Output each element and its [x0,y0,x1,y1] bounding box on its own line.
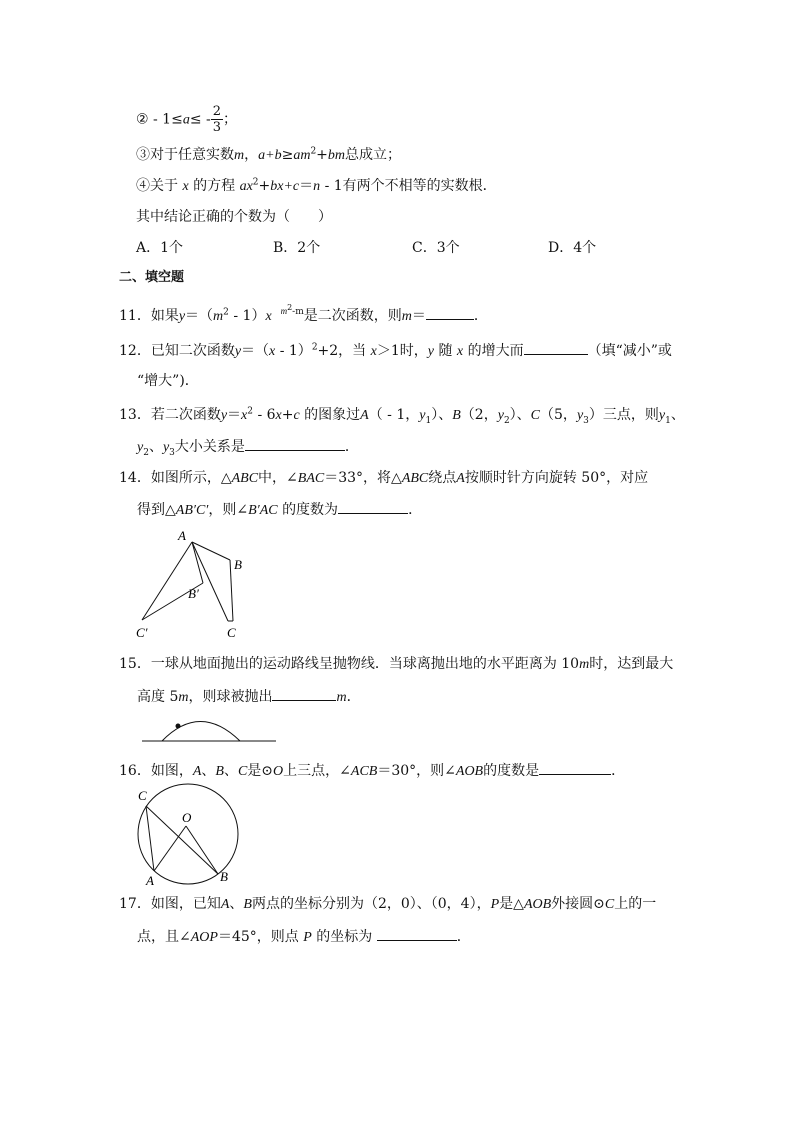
var: y [234,344,242,359]
subscript: 1 [665,415,671,426]
superscript: 2 [311,342,318,353]
var: m [234,148,245,163]
text: 的度数为 [282,502,339,518]
text: 、 [229,896,244,912]
subscript: 3 [583,415,589,426]
option-b: B．2个 [273,240,321,256]
answer-blank[interactable] [539,760,611,775]
option-a: A．1个 [136,240,184,256]
answer-blank[interactable] [426,305,474,320]
text: 15．一球从地面抛出的运动路线呈抛物线．当球离抛出地的水平距离为 10 [119,656,580,672]
text: +2，当 [317,343,367,359]
text: 绕点 [428,470,457,486]
expr: a+b [258,148,282,163]
text: 17．如图，已知 [119,896,221,912]
point-label: A [360,408,369,423]
var: x [275,408,282,423]
question-11 [119,305,488,327]
text: ）、 [509,407,531,423]
rotation-figure [130,528,260,643]
point-label: C [530,408,541,423]
segment-a-cprime [142,542,192,620]
expr: am [293,148,311,163]
expr: bm [327,148,346,163]
text: 的图象过 [304,407,361,423]
prev-conclusion-2 [136,104,237,134]
text: ）三点，则 [588,407,659,423]
label-b: B [220,869,228,884]
point-label: O [273,764,284,779]
fraction-denominator: 3 [212,120,222,135]
answer-blank[interactable] [272,686,336,701]
label-b: B [234,557,242,572]
point-label: P [490,897,500,912]
text: - 1） [275,343,312,359]
label-b-prime: B′ [188,586,199,601]
prev-conclusion-4 [136,176,497,197]
question-15 [119,654,673,675]
text: 的坐标为 [316,929,377,945]
text: - 6 [253,407,276,423]
text: ② - 1≤ [136,111,183,128]
question-12-line2: “增大”)． [137,373,199,389]
option-c: C．3个 [412,240,460,256]
text: 两点的坐标分别为（2，0）、（0，4）， [251,896,491,912]
text: 是△ [499,896,524,912]
text: ≥ [281,147,294,163]
var-a: a [182,112,190,128]
text: 的增大而 [467,343,524,359]
var: m [213,309,224,324]
question-13-line2 [137,436,359,458]
text: 是⊙ [247,763,274,779]
segment-a-c [192,542,228,621]
superscript: 2 [247,406,253,417]
question-17 [119,894,656,915]
subscript: 2 [143,447,149,458]
text: ． [456,929,471,945]
question-14-line2 [137,499,422,521]
text: ＝30°，则∠ [377,763,456,779]
text: （5， [540,407,577,423]
var: y [178,309,186,324]
point-label: A [220,897,230,912]
var: m [401,309,412,324]
text: ＝33°，将△ [324,470,402,486]
var: x [456,344,464,359]
text: 、 [223,763,238,779]
var: c [293,408,300,423]
text: ， [244,147,259,163]
text: 高度 5 [137,689,179,705]
radius-ob [186,826,218,874]
var: y [576,408,584,423]
fraction-numerator: 2 [212,104,222,119]
text: ）、 [431,407,453,423]
circle-figure [132,786,252,886]
point-label: P [303,930,312,945]
text: 时，达到最大 [589,656,674,672]
text: 上的一 [614,896,657,912]
point-label: C [604,897,615,912]
var: x [265,309,272,324]
point-label: B [243,897,252,912]
angle-name: ACB [350,764,378,779]
option-d: D．4个 [548,240,597,256]
text: 14．如图所示，△ [119,470,232,486]
angle-name: AOB [455,764,484,779]
text: ＞1时， [376,343,428,359]
var: y [162,440,170,455]
label-c: C [227,625,236,640]
var: x [269,344,276,359]
segment-a-b [192,542,230,560]
text: 、 [201,763,216,779]
unit: m [579,657,590,672]
text: ④关于 [136,178,178,194]
question-15-line2 [137,686,361,708]
unit: m [336,690,347,705]
text: 得到△ [137,502,176,518]
question-12 [119,340,672,362]
question-17-line2 [137,926,471,948]
expr: bx+c [270,179,300,194]
var: m [280,306,288,317]
triangle-name: ABC [401,471,429,486]
text: 大小关系是 [174,439,245,455]
text: ． [408,502,423,518]
label-a: A [178,528,186,543]
text: + [316,147,328,163]
text: ． [346,689,361,705]
var: x [241,408,248,423]
prev-question-ask: 其中结论正确的个数为（ ） [136,209,332,225]
text: -m [292,307,304,318]
question-13 [119,405,685,426]
var: x [370,344,377,359]
answer-blank[interactable] [245,436,345,451]
text: 、 [148,439,163,455]
superscript: 2 [287,303,293,313]
text: ； [223,111,238,128]
point-label: A [192,764,202,779]
triangle-name: ABC [231,471,259,486]
radius-oa [154,826,186,871]
superscript: 2 [252,177,259,188]
expr: ax [239,179,253,194]
text: - 1有两个不相等的实数根． [320,178,497,194]
text: 是二次函数，则 [303,308,402,324]
text: 11．如果 [119,308,179,324]
subscript: 2 [503,415,510,426]
point-label: A [456,471,465,486]
angle-name: AOP [190,930,218,945]
label-c-prime: C′ [136,625,148,640]
var: y [497,408,504,423]
text: 外接圆⊙ [551,896,605,912]
answer-blank[interactable] [338,499,408,514]
unit: m [178,690,189,705]
text: 、 [670,407,685,423]
var: y [220,408,228,423]
text: 16．如图， [119,763,193,779]
point-label: C [237,764,248,779]
exponent [280,303,304,318]
text: ＝ [299,178,314,194]
answer-blank[interactable] [524,340,588,355]
label-c: C [138,788,147,803]
text: （填“减小”或 [587,343,672,359]
var: y [658,408,666,423]
question-14 [119,468,648,489]
text: 12．已知二次函数 [119,343,235,359]
superscript: 2 [223,307,229,318]
text: ＝ [411,308,426,324]
var: n [313,179,321,194]
text: ＝（ [185,308,214,324]
ball-dot [176,724,181,729]
text: ＝ [227,407,242,423]
text: ＝（ [241,343,270,359]
answer-blank[interactable] [377,926,457,941]
triangle-name: AOB [523,897,552,912]
subscript: 1 [425,415,432,426]
text: ． [344,439,359,455]
text: ，则球被抛出 [188,689,273,705]
text: 按顺时针方向旋转 50°，对应 [464,470,649,486]
text: 上三点，∠ [283,763,351,779]
trajectory-arc [162,722,240,742]
var: y [427,344,434,359]
point-label: B [452,408,461,423]
text: 点，且∠ [137,929,191,945]
angle-name: BAC [297,471,325,486]
text: 的度数是 [483,763,540,779]
text: ③对于任意实数 [136,147,234,163]
var: y [419,408,426,423]
segment-b-c [230,560,233,621]
text: （ - 1， [368,407,420,423]
label-o: O [182,810,192,825]
subscript: 3 [169,447,175,458]
var: x [182,179,189,194]
text: + [258,178,271,194]
label-a: A [146,873,154,888]
question-16 [119,760,625,782]
text: ． [473,308,488,324]
var: y [137,440,144,455]
triangle-name: AB′C′ [175,503,209,518]
text: ≤ - [189,111,211,128]
text: 13．若二次函数 [119,407,221,423]
superscript: 2 [310,146,317,157]
chord-ca [146,806,154,871]
text: （2， [460,407,498,423]
fraction [211,104,223,135]
point-label: B [215,764,224,779]
text: - 1） [228,308,266,324]
text: 中，∠ [258,470,298,486]
angle-name: B′AC [248,503,278,518]
text: ． [611,763,626,779]
section-title: 二、填空题 [119,270,185,285]
text: 的方程 [193,178,236,194]
text: 随 [438,343,453,359]
text: ，则∠ [208,502,249,518]
text: + [281,407,294,423]
text: 总成立； [345,147,402,163]
parabola-figure [142,714,282,744]
prev-conclusion-3 [136,145,401,166]
text: ＝45°，则点 [217,929,299,945]
